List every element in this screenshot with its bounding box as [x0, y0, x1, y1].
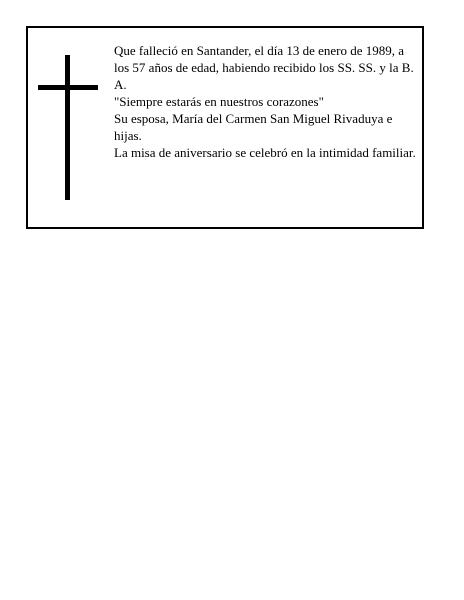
memorial-quote: "Siempre estarás en nuestros corazones" — [114, 94, 324, 109]
cross-vertical-bar — [65, 55, 70, 200]
death-details: Que falleció en Santander, el día 13 de enero de 1989, a los 57 años de edad, habiendo recibido los SS. SS. y la B. A. — [114, 43, 414, 92]
cross-icon — [38, 55, 98, 200]
family-mention: Su esposa, María del Carmen San Miguel Rivaduya e hijas. — [114, 111, 393, 143]
notice-text — [114, 42, 420, 161]
cross-horizontal-bar — [38, 85, 98, 90]
mass-announcement: La misa de aniversario se celebró en la intimidad familiar. — [114, 145, 416, 160]
obituary-notice — [26, 26, 424, 229]
